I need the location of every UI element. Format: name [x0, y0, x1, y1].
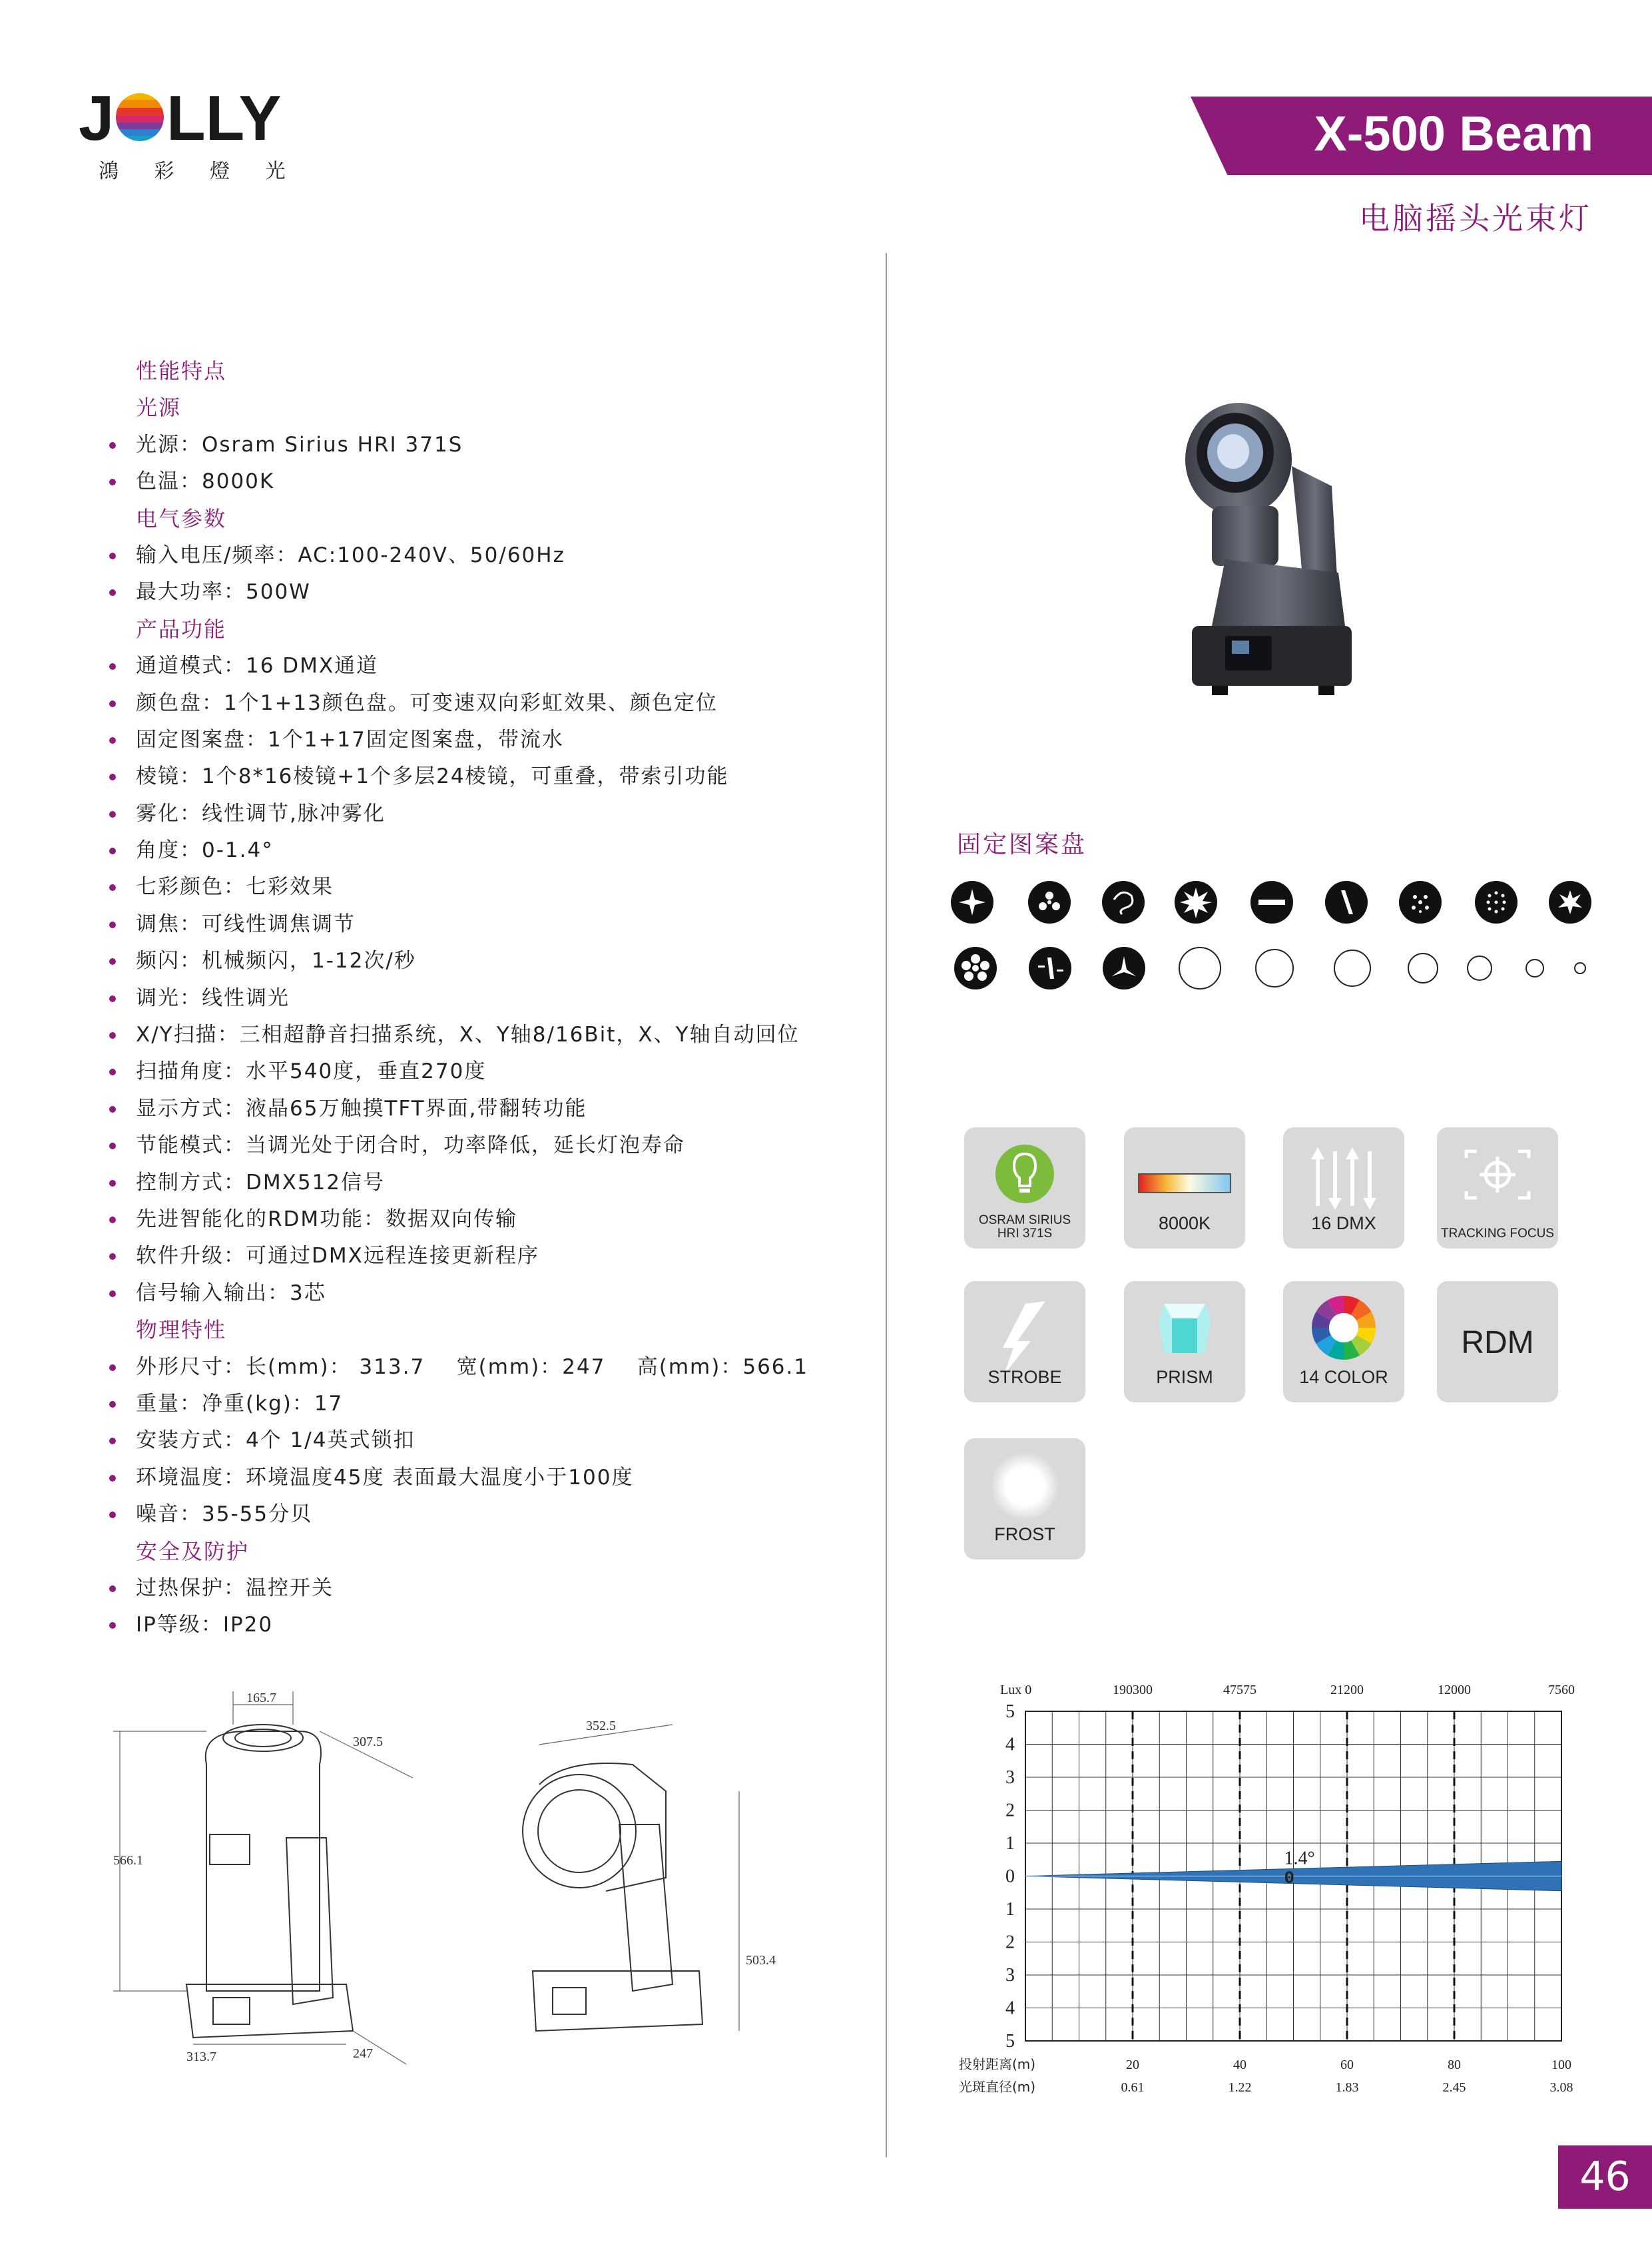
logo-tagline: 鴻 彩 燈 光: [99, 160, 300, 183]
gobo-pattern-icon: [1325, 881, 1368, 924]
gobo-open-icon: [1408, 953, 1438, 983]
dim-front-depth: 307.5: [353, 1735, 383, 1749]
product-subtitle: 电脑摇头光束灯: [1359, 200, 1592, 236]
spec-item: 棱镜：1个8*16棱镜+1个多层24棱镜，可重叠，带索引功能: [107, 758, 872, 795]
lux-value: 7560: [1548, 1683, 1575, 1697]
feature-label: 8000K: [1158, 1213, 1211, 1233]
feature-label: FROST: [994, 1524, 1055, 1544]
spec-list: [107, 353, 872, 1644]
gobo-pattern-icon: [1549, 881, 1591, 924]
distance-label: 投射距离(m): [959, 2056, 1036, 2072]
feature-label: OSRAM SIRIUS HRI 371S: [978, 1213, 1071, 1241]
gobo-pattern-icon: [1475, 881, 1517, 924]
product-photo: [1172, 386, 1372, 706]
spec-item: 调焦：可线性调焦调节: [107, 906, 872, 943]
feature-tile: [964, 1438, 1085, 1559]
feature-label: RDM: [1461, 1325, 1534, 1360]
gobo-open-icon: [1255, 949, 1294, 987]
spec-item: 光源：Osram Sirius HRI 371S: [107, 427, 872, 463]
spec-item: 过热保护：温控开关: [107, 1570, 872, 1607]
spec-item: 扫描角度：水平540度，垂直270度: [107, 1053, 872, 1090]
dim-side-height: 503.4: [746, 1953, 776, 1968]
spec-item: 控制方式：DMX512信号: [107, 1165, 872, 1201]
spec-item: 节能模式：当调光处于闭合时，功率降低，延长灯泡寿命: [107, 1127, 872, 1164]
dim-base-width: 247: [353, 2046, 373, 2061]
y-tick-label: 2: [1005, 1800, 1015, 1821]
spec-item: 色温：8000K: [107, 463, 872, 500]
feature-label: TRACKING FOCUS: [1441, 1227, 1554, 1241]
spec-item: 七彩颜色：七彩效果: [107, 869, 872, 906]
diameter-value: 2.45: [1442, 2080, 1466, 2095]
spec-section-heading: 安全及防护: [136, 1538, 250, 1564]
distance-value: 80: [1448, 2058, 1461, 2072]
spec-section-heading: 性能特点: [136, 358, 227, 384]
feature-tile: [964, 1127, 1085, 1249]
distance-value: 100: [1551, 2058, 1571, 2072]
distance-value: 40: [1233, 2058, 1246, 2072]
gobo-pattern-icon: [1029, 947, 1071, 989]
feature-label: STROBE: [987, 1367, 1062, 1387]
spec-item: 显示方式：液晶65万触摸TFT界面,带翻转功能: [107, 1091, 872, 1127]
beam-angle-label: 1.4°: [1284, 1848, 1315, 1869]
diameter-value: 1.22: [1228, 2080, 1252, 2095]
lux-label: Lux 0: [1000, 1683, 1032, 1697]
svg-text:LLY: LLY: [166, 83, 282, 154]
gobo-pattern-icon: [1102, 881, 1145, 924]
dim-side-top: 352.5: [586, 1719, 616, 1733]
y-tick-label: 4: [1005, 1998, 1015, 2019]
beam-origin-label: 0: [1284, 1868, 1295, 1888]
lux-value: 190300: [1113, 1683, 1153, 1697]
lux-value: 47575: [1223, 1683, 1256, 1697]
gobo-open-icon: [1525, 959, 1544, 978]
gobo-pattern-icon: [1028, 881, 1071, 924]
gobo-title: 固定图案盘: [957, 831, 1087, 858]
spec-item: 输入电压/频率：AC:100-240V、50/60Hz: [107, 537, 872, 574]
y-tick-label: 3: [1005, 1965, 1015, 1986]
y-tick-label: 5: [1005, 1701, 1015, 1722]
y-tick-label: 5: [1005, 2031, 1015, 2052]
spec-item: 先进智能化的RDM功能：数据双向传输: [107, 1201, 872, 1238]
distance-value: 20: [1126, 2058, 1139, 2072]
jolly-logo-graphic: [79, 83, 282, 154]
spec-item: 重量：净重(kg)：17: [107, 1386, 872, 1422]
spec-section-heading: 产品功能: [136, 616, 227, 642]
spec-item: 通道模式：16 DMX通道: [107, 648, 872, 685]
product-title: X-500 Beam: [1314, 106, 1593, 161]
dimension-drawings: [100, 1691, 792, 2071]
spec-item: 固定图案盘：1个1+17固定图案盘，带流水: [107, 722, 872, 758]
y-tick-label: 1: [1005, 1899, 1015, 1920]
gobo-pattern-icon: [954, 947, 997, 989]
feature-label: 16 DMX: [1311, 1213, 1376, 1233]
spec-item: 环境温度：环境温度45度 表面最大温度小于100度: [107, 1460, 872, 1496]
feature-tile: [1283, 1127, 1404, 1249]
feature-tile: [1437, 1281, 1558, 1402]
spec-item: 调光：线性调光: [107, 980, 872, 1017]
diameter-value: 3.08: [1549, 2080, 1573, 2095]
spec-section-heading: 光源: [136, 395, 182, 421]
spec-item: 频闪：机械频闪，1-12次/秒: [107, 943, 872, 980]
feature-label: PRISM: [1156, 1367, 1213, 1387]
gobo-pattern-icon: [1175, 881, 1217, 924]
distance-value: 60: [1340, 2058, 1354, 2072]
gobo-pattern-icon: [1399, 881, 1442, 924]
dim-base-length: 313.7: [186, 2050, 216, 2064]
lux-value: 12000: [1438, 1683, 1471, 1697]
feature-tile: [1124, 1127, 1245, 1249]
spec-item: 信号输入输出：3芯: [107, 1275, 872, 1312]
dim-front-height: 566.1: [113, 1853, 143, 1868]
lux-value: 21200: [1330, 1683, 1364, 1697]
y-tick-label: 2: [1005, 1932, 1015, 1953]
diameter-value: 1.83: [1335, 2080, 1359, 2095]
feature-label: 14 COLOR: [1299, 1367, 1388, 1387]
diameter-value: 0.61: [1121, 2080, 1145, 2095]
diameter-label: 光斑直径(m): [959, 2079, 1036, 2095]
y-tick-label: 3: [1005, 1767, 1015, 1788]
spec-item: IP等级：IP20: [107, 1607, 872, 1643]
gobo-open-icon: [1179, 947, 1221, 989]
feature-tile: [1437, 1127, 1558, 1249]
spec-item: 雾化：线性调节,脉冲雾化: [107, 796, 872, 832]
spec-item: 角度：0-1.4°: [107, 832, 872, 869]
spec-item: 最大功率：500W: [107, 574, 872, 611]
gobo-open-icon: [1574, 962, 1586, 974]
feature-tile: [1283, 1281, 1404, 1402]
spec-item: X/Y扫描：三相超静音扫描系统，X、Y轴8/16Bit，X、Y轴自动回位: [107, 1017, 872, 1053]
page-number: 46: [1558, 2145, 1652, 2209]
spec-item: 颜色盘：1个1+13颜色盘。可变速双向彩虹效果、颜色定位: [107, 685, 872, 722]
spec-item: 噪音：35-55分贝: [107, 1496, 872, 1533]
spec-section-heading: 电气参数: [136, 505, 227, 531]
column-divider: [886, 253, 887, 2157]
beam-chart: [959, 1665, 1598, 2104]
svg-text:J: J: [79, 83, 115, 154]
y-tick-label: 1: [1005, 1833, 1015, 1854]
gobo-pattern-icon: [1250, 881, 1293, 924]
y-tick-label: 0: [1005, 1866, 1015, 1887]
y-tick-label: 4: [1005, 1734, 1015, 1755]
gobo-open-icon: [1467, 956, 1492, 981]
gobo-open-icon: [1334, 950, 1371, 987]
gobo-pattern-icon: [951, 881, 993, 924]
spec-item: 软件升级：可通过DMX远程连接更新程序: [107, 1238, 872, 1274]
feature-tile: [964, 1281, 1085, 1402]
dim-front-width: 165.7: [246, 1691, 276, 1705]
spec-section-heading: 物理特性: [136, 1317, 227, 1343]
feature-tile: [1124, 1281, 1245, 1402]
spec-item: 安装方式：4个 1/4英式锁扣: [107, 1422, 872, 1459]
gobo-pattern-icon: [1103, 947, 1145, 989]
spec-item: 外形尺寸：长(mm)： 313.7 宽(mm)：247 高(mm)：566.1: [107, 1349, 872, 1386]
